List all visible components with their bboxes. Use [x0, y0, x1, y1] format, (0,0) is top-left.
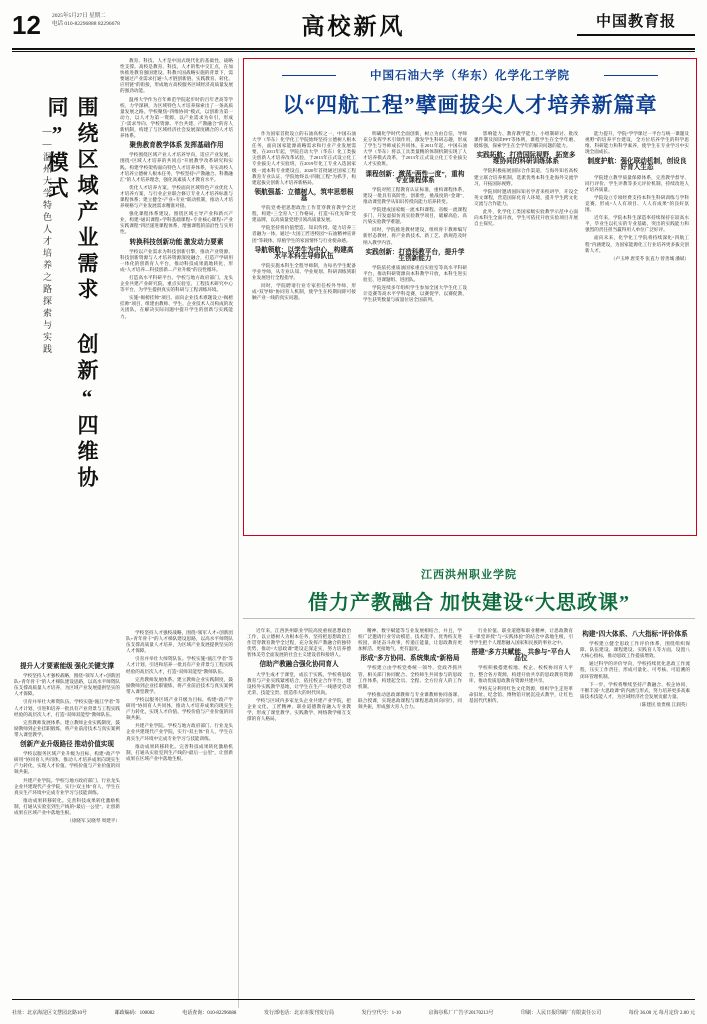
left-feature-credit: （徐晓军 吴晓琴 周建平） [67, 818, 120, 824]
boxed-col-2: 明确化学时代全面创新，树立为由自信，导师充分发挥学术引领作用，激发学生科研志趣，形成了学生与导师成长共同体。在2011年起，中国石油大学（华东）将以工具类量精的体制机制实现了人才培养模式改革，于2013年正式设立化工专业拔尖人才实验班。 课程创新：激荡“两性一度”，重构专业课程体系 学院对照工程教育认证标准，重构课程体系，建设一批具有高阶性、创新性、挑战度的“金课”，推动课堂教学从知识传授向能力培养转变。 学院建成国家级一流本科课程、省级一流课程多门，开发虚拟仿真实验教学项目，破解高危、高污染实验教学难题。 同时，学院推进教材建设，组织骨干教师编写新形态教材，将产业新技术、新工艺、新规范及时纳入教学内容。 实践创新：打造科教平台，提升学生创新能力 学院依托重质油国家重点实验室等高水平科研平台，推动科研资源向本科教学开放，本科生进实验室、进课题组、进团队。 学院连续多年组织学生参加全国大学生化工设计竞赛等高水平学科竞赛，以赛促学、以赛促教，学生获奖数量与质量位居全国前列。 [363, 131, 467, 303]
footer-ad-license: 京海尔私厂广告字20170213号 [428, 1011, 494, 1016]
boxed-col-1: 作为国家首批设立的石油高校之一，中国石油大学（华东）化学化工学院始终坚持立德树人根本任务，面向国家能源战略需求和行业产业发展需要，在2011年起，学院启动大学（华东）化工类拔尖创新人才培养改革试验，于2013年正式设立化工专业拔尖人才实验班，在2019年化工专业入选国家级一流本科专业建设点，2020年首批通过国家工程教育专业认证，学院始终以“四航工程”为抓手，构建起拔尖创新人才培养新格局。 领航强基：立德树人，筑牢思想根基 学院党委把思想政治工作贯穿教育教学全过程，构建“三全育人”工作格局，打造“石化先锋”党建品牌，以高质量党建引领高质量发展。 学院坚持将价值塑造、知识传授、能力培养三者融为一体，通过“大国工匠进校园”“石油精神宣讲团”等载体，厚植学生的家国情怀与行业使命感。 导航领航：以学生为中心，构建高水平本科生导师队伍 学院实施本科生全程导师制，为每名学生配备学业导师，从专业认知、学业规划、科研训练到职业发展进行全程指导。 同时，学院聘请行业专家担任校外导师，形成“双导师”协同育人机制，使学生在校期间即可接触产业一线的真实问题。 [252, 131, 356, 301]
footer-distribution: 发行空代号：1-10 [361, 1011, 401, 1016]
boxed-col4-sec1-title: 制度护航：强化联动机制，创设良好育人生态 [587, 158, 687, 172]
bottom-col-3: 行业价值、职业道德和职业精神，让思政教育在“课堂讲授”与“实践体验”的结合中落地生根，引导学生把个人理想融入国家和民族的事业之中。 搭建“多方共赋能、共参与”平台人品位 学校积极搭建校地、校企、校校协同育人平台，整合各方资源，构建开放共享的思政教育资源库，推动优质思政教育资源共建共享。 学校充分利用红色文化资源，组织学生走进革命旧址、纪念馆、博物馆开展沉浸式教学，让红色基因代代相传。 [469, 628, 573, 703]
publication-date: 2025年5月27日 星期二 [52, 13, 106, 19]
boxed-feature-school: 中国石油大学（华东）化学化工学院 [370, 70, 570, 82]
masthead [12, 8, 695, 48]
left-feature-headline-block [14, 96, 106, 566]
footer [12, 1009, 695, 1016]
paper-name: 中国教育报 [577, 10, 695, 36]
bottom-col-1: 近年来，江西洪州职业学院高度重视思想政治工作，以立德树人为根本任务，坚持把思想政治工作贯穿教育教学全过程，充分发挥产教融合的独特优势，推动“大思政课”建设走深走实，努力培养德智体美劳全面发展的社会主义建设者和接班人。 信助产教融合强化协同育人 大学生成才于课堂，成长于实践，学校将思政教育与产业实践紧密结合，依托校企合作平台，建设校外实践教学基地，让学生在生产一线感受劳动光荣、技能宝贵、创造伟大的时代风尚。 学校与区域内多家龙头企业共建产业学院，把企业文化、工匠精神、职业道德教育融入专业教学，形成了课堂教学、实践教学、网络教学相互支撑的育人格局。 [247, 628, 351, 722]
boxed-col-3: 影响能力、教育教学能力，小组制研讨、批改课件制及阅读PPT等体例，课程学生在全学年磨、锻炼强，探索学生在全学年的解决问题的能力。 实践拓航：打造国际视野，拓宽多维协同的科研训练体系 学院积极拓展国际合作渠道，与海外知名高校建立联合培养机制，选派优秀本科生赴海外交流学习，开拓国际视野。 学院同时邀请国际知名学者来校讲学，开设全英文课程，营造国际化育人环境，提升学生跨文化交流与合作能力。 此外，化学化工类国家级实验教学示范中心面向本科生全面开放，学生可依托开放实验项目开展自主探究。 [474, 131, 578, 227]
left-feature-col-a: 提升人才要素能级 强化关键支撑 学校坚持人才强校战略，围绕“领军人才+创新团队+青年骨干”的人才梯队建设思路，以高水平师资队伍支撑高质量人才培养，为区域产业发展提供坚实的人才保障。 引育并举壮大师资队伍。学校实施“瓯江学者”等人才计划，引进和培养一批具有产业背景与工程实践经验的高层次人才，打造“双师双能型”教师队伍。 完善教师发展体系。建立教师企业实践制度，鼓励教师到企业挂职锻炼，将产业前沿技术与真实案例带入课堂教学。 创新产业升级路径 推动价值实现 学校以服务区域产业升级为目标，构建“政产学研用”协同育人共同体，推动人才培养成果向现实生产力转化，实现人才价值、学校价值与产业价值的同频共振。 共建产业学院。学校与地方政府部门、行业龙头企业共建现代产业学院，实行“双主体”育人，学生在真实生产环境中完成专业学习与技能训练。 推动成果转移转化。完善科技成果转化激励机制，打通从实验室到生产线的“最后一公里”，让创新成果在区域产业中落地生根。 （徐晓军 吴晓琴 周建平） [14, 663, 120, 824]
masthead-phone: 电话 010-82296888 82296678 [52, 21, 120, 27]
boxed-feature-headline: 以“四航工程”擘画拔尖人才培养新篇章 [282, 93, 658, 117]
bottom-col2-sec-title: 形成“多方协同、系统集成”新格局 [360, 655, 460, 663]
bottom-col4-sec-title: 构建“四大体系、八大指标”评价体系 [582, 631, 688, 638]
section-title: 高校新风 [301, 14, 406, 39]
left-feature-intro: 教育、科技、人才是中国式现代化的基础性、战略性支撑。高校是教育、科技、人才的集中交汇点，在加快推进教育强国建设、科教兴国战略实施的背景下，需要通过产业需求打通“人才链创新链、实践教育、转化、应用链”的衔接，形成地方高校服务区域经济高质量发展的强劲动能。 温州大学作为百年师范学院起步时的百年老高等学校，力学深耕，为区域特色人才培养探索出了一条高质量发展之路。学校聚焦“四维协同”模式，以创新为第一动力，以人才为第一资源，以产业需求为牵引，形成了“需求导向、学校资源、平台共建、产教融合”的育人新机制，构建了与区域经济社会发展深度耦合的人才培养体系。 聚焦教育教学体系 发挥基础作用 学校围绕区域产业人才培养导向，适应产业发展，围绕“区域人才培养的共同点”开展教学改革研究和实践。构建学校架构面向特色人才培养体系，夯实高校人才培养立德树人根本任务，学校坚持“产教融合、科教融汇”的人才培养理念，强化高素质人才教育水平。 优化人才培养方案。学校面向区域特色产业优化人才培养方案，与行业企业联合修订专业人才培养标准与课程体系；建立健全“产业+专业”联动机制，推动人才培养规格与产业发展需求精准对接。 强化课程体系建设。围绕区域主导产业和新兴产业，构建“通识课程+学科基础课程+专业核心课程+产业实践课程”四层递进课程体系，增强课程的前沿性与实用性。 转换科技创新功能 激发动力要素 学校以产业需求为科技创新引擎，推动产业资源、科技创新资源与人才培养资源深度融合，打造产学研用一体化的创新育人平台，推动科技成果就地转化，形成“人才培养—科技创新—产业升级”的良性循环。 打造高水平科研平台。学校与地方政府部门、龙头企业共建产业研究院、重点实验室、工程技术研究中心等平台，为学生提供真实的科研与工程训练环境。 实施“揭榜挂帅”项目。面向企业技术难题设立“揭榜挂帅”项目，组建由教师、学生、企业技术人员构成的攻关团队，在解决实际问题中提升学生的创新与实践能力。 [120, 58, 233, 319]
bottom-col-4: 构建“四大体系、八大指标”评价体系 学校建立健全思政工作评价体系，围绕组织保障、队伍建设、课程建设、实践育人等方面，设置八大核心指标，推动思政工作提质增效。 通过科学的评价导向，学校持续优化思政工作流程，压实工作责任，形成可量化、可考核、可追溯的闭环管理机制。 下一步，学校将继续坚持产教融合、校企协同，不断丰富“大思政课”的内涵与形式，努力培养更多高素质技术技能人才，为区域经济社会发展贡献力量。 （陈建民 詹贵根 江润英） [580, 631, 690, 707]
left-feature-subhead: ——温州大学特色人才培养之路探索与实践 [42, 126, 52, 356]
footer-printer: 印刷：人民日报印刷厂有限责任公司 [521, 1011, 602, 1016]
boxed-col1-sec1-title: 领航强基：立德树人，筑牢思想根基 [254, 188, 354, 202]
boxed-col2-sec2-title: 实践创新：打造科教平台，提升学生创新能力 [365, 248, 465, 262]
header-rule-thin [12, 51, 695, 52]
left-sec2-title: 转换科技创新功能 激发动力要素 [129, 238, 224, 246]
bottom-feature-rule [243, 618, 695, 619]
boxed-col3-sec1-title: 实践拓航：打造国际视野，拓宽多维协同的科研训练体系 [476, 152, 576, 166]
boxed-feature-credit: （卢玉坤 唐雯苓 张直力 曾善城 潘斌） [610, 255, 689, 261]
left-sec4-title: 创新产业升级路径 推动价值实现 [20, 741, 114, 749]
bottom-col-2: 精神、数字赋能等与业发展相结合，并且，学校广泛邀请行业劳动模范、技术能手、优秀校友进校园，讲述奋斗故事，传递正能量，让思政教育更加鲜活、更接地气、更有温度。 形成“多方协同、系统集成”新格局 学校建立由学校党委统一领导、党政齐抓共管、相关部门协同配合、全校师生共同参与的思政工作体系，构建起全员、全程、全方位育人的工作机制。 学校推动思政课教师与专业课教师协同备课、联合授课，实现思政课程与课程思政同向同行、同频共振，形成强大育人合力。 [358, 628, 462, 710]
left-sec1-title: 聚焦教育教学体系 发挥基础作用 [129, 142, 224, 150]
footer-price: 每份 36.00 元 每月定价 2.00 元 [628, 1011, 695, 1016]
boxed-col-4: 能力提升，学院“学学课过一平台与统一课题及视野”的培养平台建设，全方位培养学生的科学思维、科研能力和科学素养，使学生在专业学习中实现全面成长。 制度护航：强化联动机制，创设良好育人生态 学院建立教学质量保障体系，完善教学督导、同行评价、学生评教等多元评价机制，持续改进人才培养质量。 学院设立专项经费支持本科生科研训练与学科竞赛，形成“人人有项目、人人有成果”的良好氛围。 近年来，学院本科生深造率持续保持在较高水平，毕业生以扎实的专业基础、突出的实践能力和强烈的责任担当赢得用人单位广泛好评。 面向未来，化学化工学院将持续深化“四航工程”内涵建设，为国家能源化工行业培养更多拔尖创新人才。 （卢玉坤 唐雯苓 张直力 曾善城 潘斌） [585, 131, 689, 261]
left-feature-headline: 围绕区域产业需求 创新“四维协同”模式 [45, 96, 99, 492]
bottom-feature-school: 江西洪州职业学院 [421, 569, 517, 581]
footer-address: 社址：北京海淀区文慧园北路10号 [12, 1011, 88, 1016]
boxed-col1-sec2-title: 导航领航：以学生为中心，构建高水平本科生导师队伍 [254, 246, 354, 260]
boxed-col2-sec1-title: 课程创新：激荡“两性一度”，重构专业课程体系 [365, 170, 465, 184]
header-rule [12, 48, 695, 50]
bottom-col1-sec-title: 信助产教融合强化协同育人 [259, 661, 339, 669]
bottom-col3-sec-title: 搭建“多方共赋能、共参与”平台人品位 [471, 649, 571, 663]
column-divider-1 [238, 58, 239, 1008]
left-feature-col-b: 学校坚持人才强校战略，围绕“领军人才+创新团队+青年骨干”的人才梯队建设思路，以高水平师资队伍支撑高质量人才培养，为区域产业发展提供坚实的人才保障。 引育并举壮大师资队伍。学校实施“瓯江学者”等人才计划，引进和培养一批具有产业背景与工程实践经验的高层次人才，打造“双师双能型”教师队伍。 完善教师发展体系。建立教师企业实践制度，鼓励教师到企业挂职锻炼，将产业前沿技术与真实案例带入课堂教学。 学校以服务区域产业升级为目标，构建“政产学研用”协同育人共同体，推动人才培养成果向现实生产力转化，实现人才价值、学校价值与产业价值的同频共振。 共建产业学院。学校与地方政府部门、行业龙头企业共建现代产业学院，实行“双主体”育人，学生在真实生产环境中完成专业学习与技能训练。 推动成果转移转化。完善科技成果转化激励机制，打通从实验室到生产线的“最后一公里”，让创新成果在区域产业中落地生根。 [126, 630, 233, 761]
footer-publisher: 发行部电话：北京市报刊发行局 [264, 1011, 335, 1016]
footer-postcode: 邮政编码：100082 [114, 1011, 155, 1016]
bottom-feature-credit: （陈建民 詹贵根 江润英） [637, 701, 690, 707]
left-sec3-title: 提升人才要素能级 强化关键支撑 [20, 663, 114, 670]
bottom-feature-headline: 借力产教融合 加快建设“大思政课” [308, 592, 630, 614]
page-number: 12 [12, 10, 41, 40]
footer-rule [12, 999, 695, 1000]
footer-phone: 电话查询：010-82296688 [182, 1011, 237, 1016]
boxed-feature [243, 58, 697, 536]
